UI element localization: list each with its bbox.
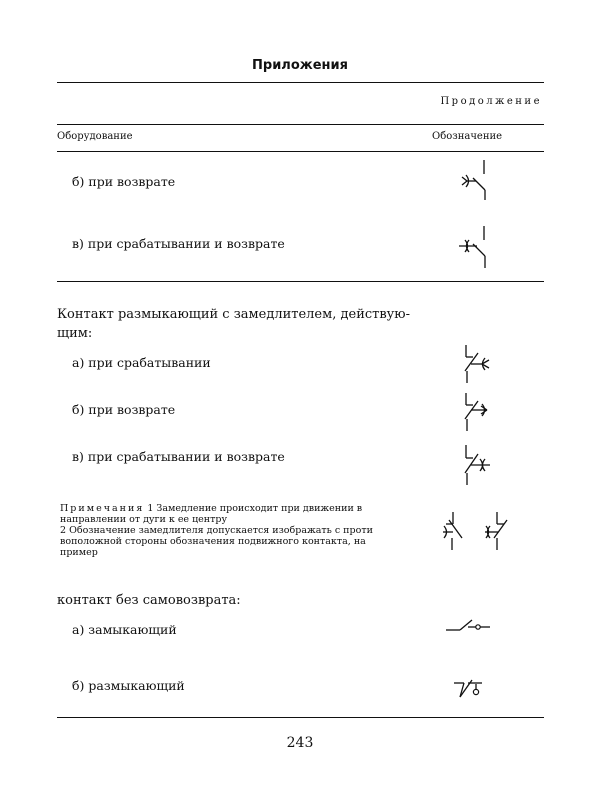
- item-operate-and-return: в) при срабатывании и возврате: [72, 236, 285, 251]
- note-label: Примечания: [60, 503, 145, 514]
- column-header-equipment: Оборудование: [57, 131, 133, 142]
- section-rule-1: [57, 281, 544, 282]
- note-line-2: направлении от дуги к ее центру: [60, 514, 228, 525]
- page-title: Приложения: [252, 58, 348, 73]
- note-line-5: пример: [60, 547, 98, 558]
- section-heading-no-self-return: контакт без самовозврата:: [57, 593, 241, 608]
- heading-line-1: Контакт размыкающий с замедлителем, действую-: [57, 307, 411, 322]
- make-contact-delayed-return-symbol: [455, 160, 495, 202]
- note-line-1: 1 Замедление происходит при движении в: [144, 503, 363, 514]
- table-top-rule: [57, 124, 544, 125]
- item-return-2: б) при возврате: [72, 402, 176, 417]
- table-header-rule: [57, 151, 544, 152]
- column-header-designation: Обозначение: [432, 131, 503, 142]
- item-make-contact: а) замыкающий: [72, 622, 177, 637]
- note-line-4: воположной стороны обозначения подвижного контакта, на: [60, 536, 366, 547]
- note-line-3: 2 Обозначение замедлителя допускается изображать с проти: [60, 525, 373, 536]
- make-contact-delayed-both-symbol: [455, 226, 495, 270]
- example-delayed-contact-symbol-right: [482, 512, 518, 554]
- make-contact-no-return-symbol: [446, 618, 496, 634]
- note-block: [60, 503, 395, 558]
- page-number: 243: [286, 735, 314, 751]
- bottom-rule: [57, 717, 544, 718]
- item-operate-and-return-2: в) при срабатывании и возврате: [72, 449, 285, 464]
- continuation-label: Продолжение: [440, 96, 542, 107]
- example-delayed-contact-symbol-left: [440, 512, 480, 554]
- item-operate: а) при срабатывании: [72, 355, 211, 370]
- break-contact-no-return-symbol: [452, 675, 496, 701]
- item-break-contact: б) размыкающий: [72, 678, 185, 693]
- break-contact-delayed-both-symbol: [460, 445, 496, 487]
- item-return: б) при возврате: [72, 174, 176, 189]
- section-heading-break-contact: [57, 305, 410, 343]
- header-rule: [57, 82, 544, 83]
- break-contact-delayed-operate-symbol: [460, 345, 496, 385]
- heading-line-2: щим:: [57, 326, 93, 341]
- break-contact-delayed-return-symbol: [460, 393, 496, 433]
